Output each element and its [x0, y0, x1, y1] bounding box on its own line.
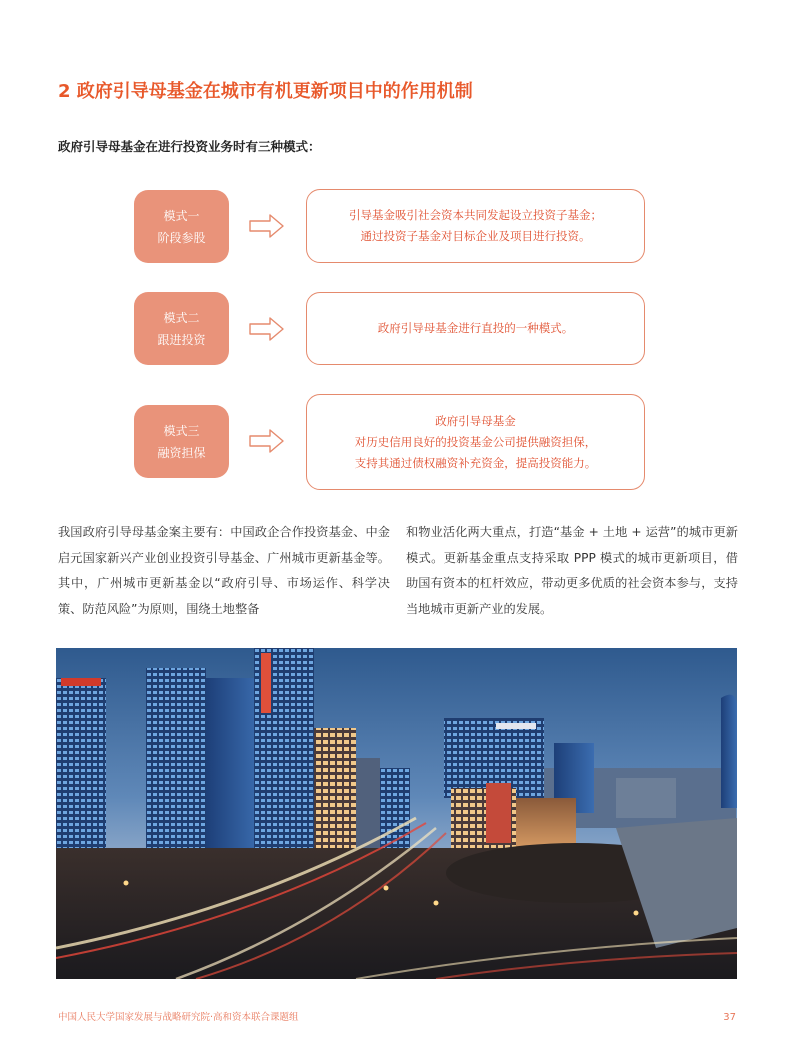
mode-3-description: [306, 394, 645, 490]
arrow-right-icon: [249, 213, 285, 239]
mode-1-line-1: 引导基金吸引社会资本共同发起设立投资子基金；: [349, 208, 602, 222]
mode-1-pill: [134, 190, 229, 263]
mode-3-label: 融资担保: [157, 445, 206, 460]
body-text-right: 和物业活化两大重点，打造“基金 + 土地 + 运营”的城市更新模式。更新基金重点支持采取 PPP 模式的城市更新项目，借助国有资本的杠杆效应，带动更多优质的社会资本参与，支持当地城市更新产业的发展。: [406, 525, 738, 616]
mode-1-label: 阶段参股: [157, 230, 206, 245]
intro-text: 政府引导母基金在进行投资业务时有三种模式：: [58, 139, 321, 154]
body-text-left: 我国政府引导母基金案主要有：中国政企合作投资基金、中金启元国家新兴产业创业投资引导基金、广州城市更新基金等。其中，广州城市更新基金以“政府引导、市场运作、科学决策、防范风险”为原则，围绕土地整备: [58, 525, 390, 616]
section-title: 2 政府引导母基金在城市有机更新项目中的作用机制: [58, 81, 473, 102]
mode-3-line-1: 政府引导母基金: [435, 413, 516, 428]
mode-3-pill: [134, 405, 229, 478]
mode-3-line-3: 支持其通过债权融资补充资金，提高投资能力。: [354, 455, 597, 470]
mode-1-line-2: 通过投资子基金对目标企业及项目进行投资。: [360, 229, 591, 243]
city-night-photo: [56, 648, 737, 979]
mode-2-line-1: 政府引导母基金进行直投的一种模式。: [377, 321, 574, 335]
arrow-right-icon: [249, 316, 285, 342]
mode-2-label: 跟进投资: [157, 332, 206, 347]
mode-2-description: [306, 292, 645, 365]
arrow-right-icon: [249, 428, 285, 454]
footer-organization: 中国人民大学国家发展与战略研究院·高和资本联合课题组: [58, 1012, 299, 1023]
mode-1-name: 模式一: [163, 208, 200, 223]
mode-1-description: [306, 189, 645, 263]
mode-2-pill: [134, 292, 229, 365]
mode-3-line-2: 对历史信用良好的投资基金公司提供融资担保，: [354, 434, 597, 449]
mode-3-name: 模式三: [163, 423, 200, 438]
mode-2-name: 模式二: [163, 310, 200, 325]
page-number: 37: [723, 1012, 736, 1023]
